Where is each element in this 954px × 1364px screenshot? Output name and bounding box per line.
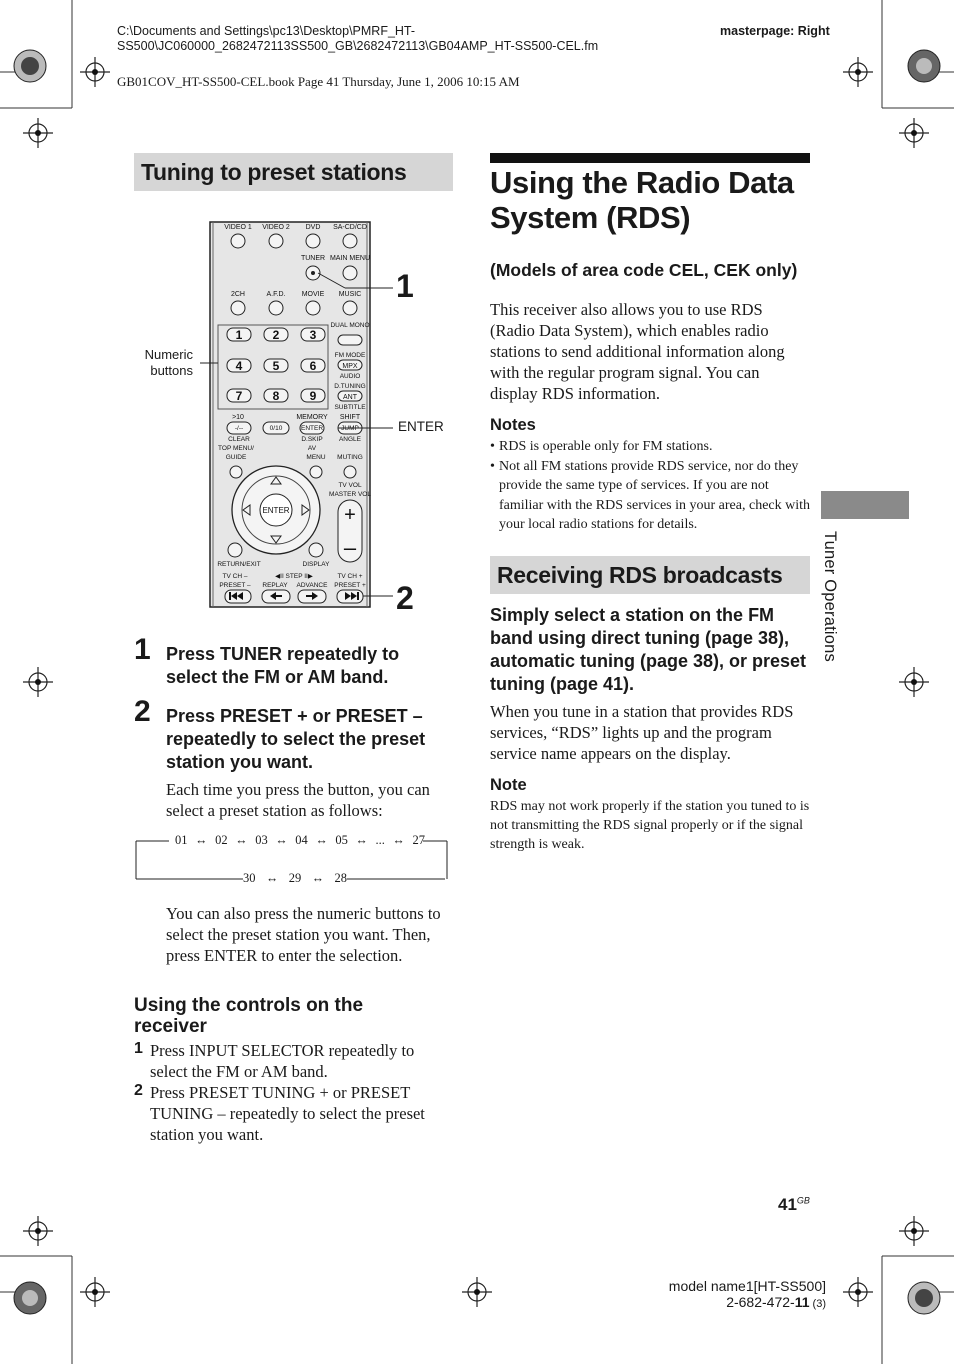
label-dvd: DVD xyxy=(305,224,321,231)
label-ant: ANT xyxy=(343,394,357,401)
label-movie: MOVIE xyxy=(301,291,325,298)
label-gt10: >10 xyxy=(232,414,244,421)
label-music: MUSIC xyxy=(338,291,362,298)
section-title-receiving-rds: Receiving RDS broadcasts xyxy=(490,556,810,594)
step-2-number: 2 xyxy=(134,695,151,728)
step-2-body: Each time you press the button, you can select a preset station as follows: xyxy=(166,780,430,820)
label-advance: ADVANCE xyxy=(296,582,328,589)
note-item: • Not all FM stations provide RDS service, nor do they provide the same type of services. If you are not familiar with the RDS services in your area, check with your local radio stations for details. xyxy=(490,457,810,535)
preset-sequence-diagram xyxy=(135,830,451,884)
label-dash: -/-- xyxy=(234,425,244,432)
models-head: (Models of area code CEL, CEK only) xyxy=(490,260,798,280)
callout-enter: ENTER xyxy=(398,419,444,434)
label-tvch-minus: TV CH – xyxy=(222,573,248,580)
label-jump: JUMP xyxy=(341,425,359,432)
label-guide: GUIDE xyxy=(225,454,247,461)
sequence-top: 01 ↔ 02 ↔ 03 ↔ 04 ↔ 05 ↔ ... ↔ 27 xyxy=(175,833,425,847)
label-video1: VIDEO 1 xyxy=(224,224,252,231)
side-tab-label: Tuner Operations xyxy=(821,531,839,662)
label-afd: A.F.D. xyxy=(266,291,286,298)
label-zero: 0/10 xyxy=(269,425,283,432)
label-dual-mono: DUAL MONO xyxy=(330,322,370,329)
numeric-key: 6 xyxy=(309,359,317,373)
step-1-text: Press TUNER repeatedly to select the FM or AM band. xyxy=(166,644,400,687)
sequence-bottom: 30 ↔ 29 ↔ 28 xyxy=(243,871,347,885)
label-preset-minus: PRESET – xyxy=(219,582,251,589)
label-angle: ANGLE xyxy=(338,436,362,443)
seq-item: 30 xyxy=(243,871,256,885)
numeric-key: 2 xyxy=(272,328,280,342)
label-master-vol: MASTER VOL xyxy=(329,491,371,498)
label-fm-mode: FM MODE xyxy=(334,352,366,359)
numeric-key: 5 xyxy=(272,359,280,373)
rds-instruction: Simply select a station on the FM band using direct tuning (page 38), automatic tuning (page 38), or preset tuning (page 41). xyxy=(490,605,807,694)
vol-minus: – xyxy=(343,535,357,560)
seq-item: 03 xyxy=(255,833,268,847)
label-mpx: MPX xyxy=(342,363,358,370)
controls-step-1: 1 Press INPUT SELECTOR repeatedly to select the FM or AM band. xyxy=(134,1040,415,1081)
label-preset-plus: PRESET + xyxy=(334,582,366,589)
controls-title: Using the controls on the receiver xyxy=(134,995,364,1037)
seq-item: 27 xyxy=(412,833,425,847)
controls-steps xyxy=(134,1040,454,1145)
note-body: RDS may not work properly if the station you tuned to is not transmitting the RDS signal properly or if the signal strength is weak. xyxy=(490,799,810,852)
label-enter-small: ENTER xyxy=(300,425,324,432)
label-muting: MUTING xyxy=(337,454,363,461)
label-video2: VIDEO 2 xyxy=(262,224,290,231)
label-top-menu: TOP MENU/ xyxy=(218,445,254,452)
side-tab-marker xyxy=(821,491,909,519)
page-title: Using the Radio Data System (RDS) xyxy=(490,165,794,235)
callout-2: 2 xyxy=(396,580,414,616)
notes-head: Notes xyxy=(490,416,536,434)
vol-plus: + xyxy=(344,504,356,526)
label-tvch-plus: TV CH + xyxy=(337,573,363,580)
label-main-menu: MAIN MENU xyxy=(329,255,371,262)
model-footer: model name1[HT-SS500] 2-682-472-11 (3) xyxy=(668,1278,826,1310)
section-title-tuning-preset: Tuning to preset stations xyxy=(134,153,453,191)
note-item: • RDS is operable only for FM stations. xyxy=(490,437,810,457)
callout-1: 1 xyxy=(396,268,414,304)
label-shift: SHIFT xyxy=(339,414,361,421)
label-replay: REPLAY xyxy=(262,582,288,589)
notes-list xyxy=(490,437,810,535)
masterpage-label: masterpage: Right xyxy=(720,24,830,38)
label-tv-vol: TV VOL xyxy=(338,482,362,489)
seq-item: 01 xyxy=(175,833,188,847)
label-enter-center: ENTER xyxy=(262,506,290,515)
step-2-body-2: You can also press the numeric buttons to select the preset station you want. Then, press ENTER to enter the selection. xyxy=(166,904,441,965)
seq-item: 02 xyxy=(215,833,228,847)
numeric-key: 4 xyxy=(235,359,243,373)
label-audio: AUDIO xyxy=(339,373,361,380)
book-line: GB01COV_HT-SS500-CEL.book Page 41 Thursday, June 1, 2006 10:15 AM xyxy=(117,74,520,89)
intro-text: This receiver also allows you to use RDS (Radio Data System), which enables radio stations to send additional information along with the regular program signal. You can display RDS information. xyxy=(490,300,785,403)
seq-item: 28 xyxy=(334,871,347,885)
numeric-key: 1 xyxy=(235,328,243,342)
seq-item: ... xyxy=(375,833,385,847)
step-2-text: Press PRESET + or PRESET – repeatedly to select the preset station you want. xyxy=(166,706,426,772)
label-av: AV xyxy=(307,445,317,452)
label-menu: MENU xyxy=(306,454,326,461)
controls-step-2: 2 Press PRESET TUNING + or PRESET TUNING – repeatedly to select the preset station you want. xyxy=(134,1082,425,1144)
file-path: C:\Documents and Settings\pc13\Desktop\PMRF_HT- SS500\JC060000_2682472113SS500_GB\2682472113\GB04AMP_HT-SS500-CEL.fm xyxy=(117,24,599,53)
label-subtitle: SUBTITLE xyxy=(334,404,366,411)
remote-control-illustration xyxy=(130,218,430,613)
seq-item: 29 xyxy=(288,871,302,885)
note-head: Note xyxy=(490,776,527,794)
seq-item: 05 xyxy=(335,833,348,847)
label-dtuning: D.TUNING xyxy=(334,383,366,390)
label-clear: CLEAR xyxy=(228,436,250,443)
numeric-key: 3 xyxy=(309,328,317,342)
label-dskip: D.SKIP xyxy=(301,436,323,443)
numeric-key: 9 xyxy=(309,389,317,403)
label-memory: MEMORY xyxy=(296,414,328,421)
label-sacd: SA-CD/CD xyxy=(333,224,367,231)
label-display: DISPLAY xyxy=(302,561,330,568)
seq-item: 04 xyxy=(295,833,308,847)
label-2ch: 2CH xyxy=(230,291,246,298)
label-tuner: TUNER xyxy=(300,255,326,262)
title-rule xyxy=(490,153,810,163)
numeric-key: 8 xyxy=(272,389,280,403)
label-return-exit: RETURN/EXIT xyxy=(217,561,261,568)
callout-numeric-buttons: Numeric buttons xyxy=(144,347,193,378)
rds-instruction-body: When you tune in a station that provides RDS services, “RDS” lights up and the program service name appears on the display. xyxy=(490,702,794,763)
step-1-number: 1 xyxy=(134,633,151,666)
page-number: $41^{GB}$ xyxy=(778,1195,810,1214)
label-step: ◀II STEP II▶ xyxy=(275,573,313,580)
numeric-key: 7 xyxy=(235,389,243,403)
